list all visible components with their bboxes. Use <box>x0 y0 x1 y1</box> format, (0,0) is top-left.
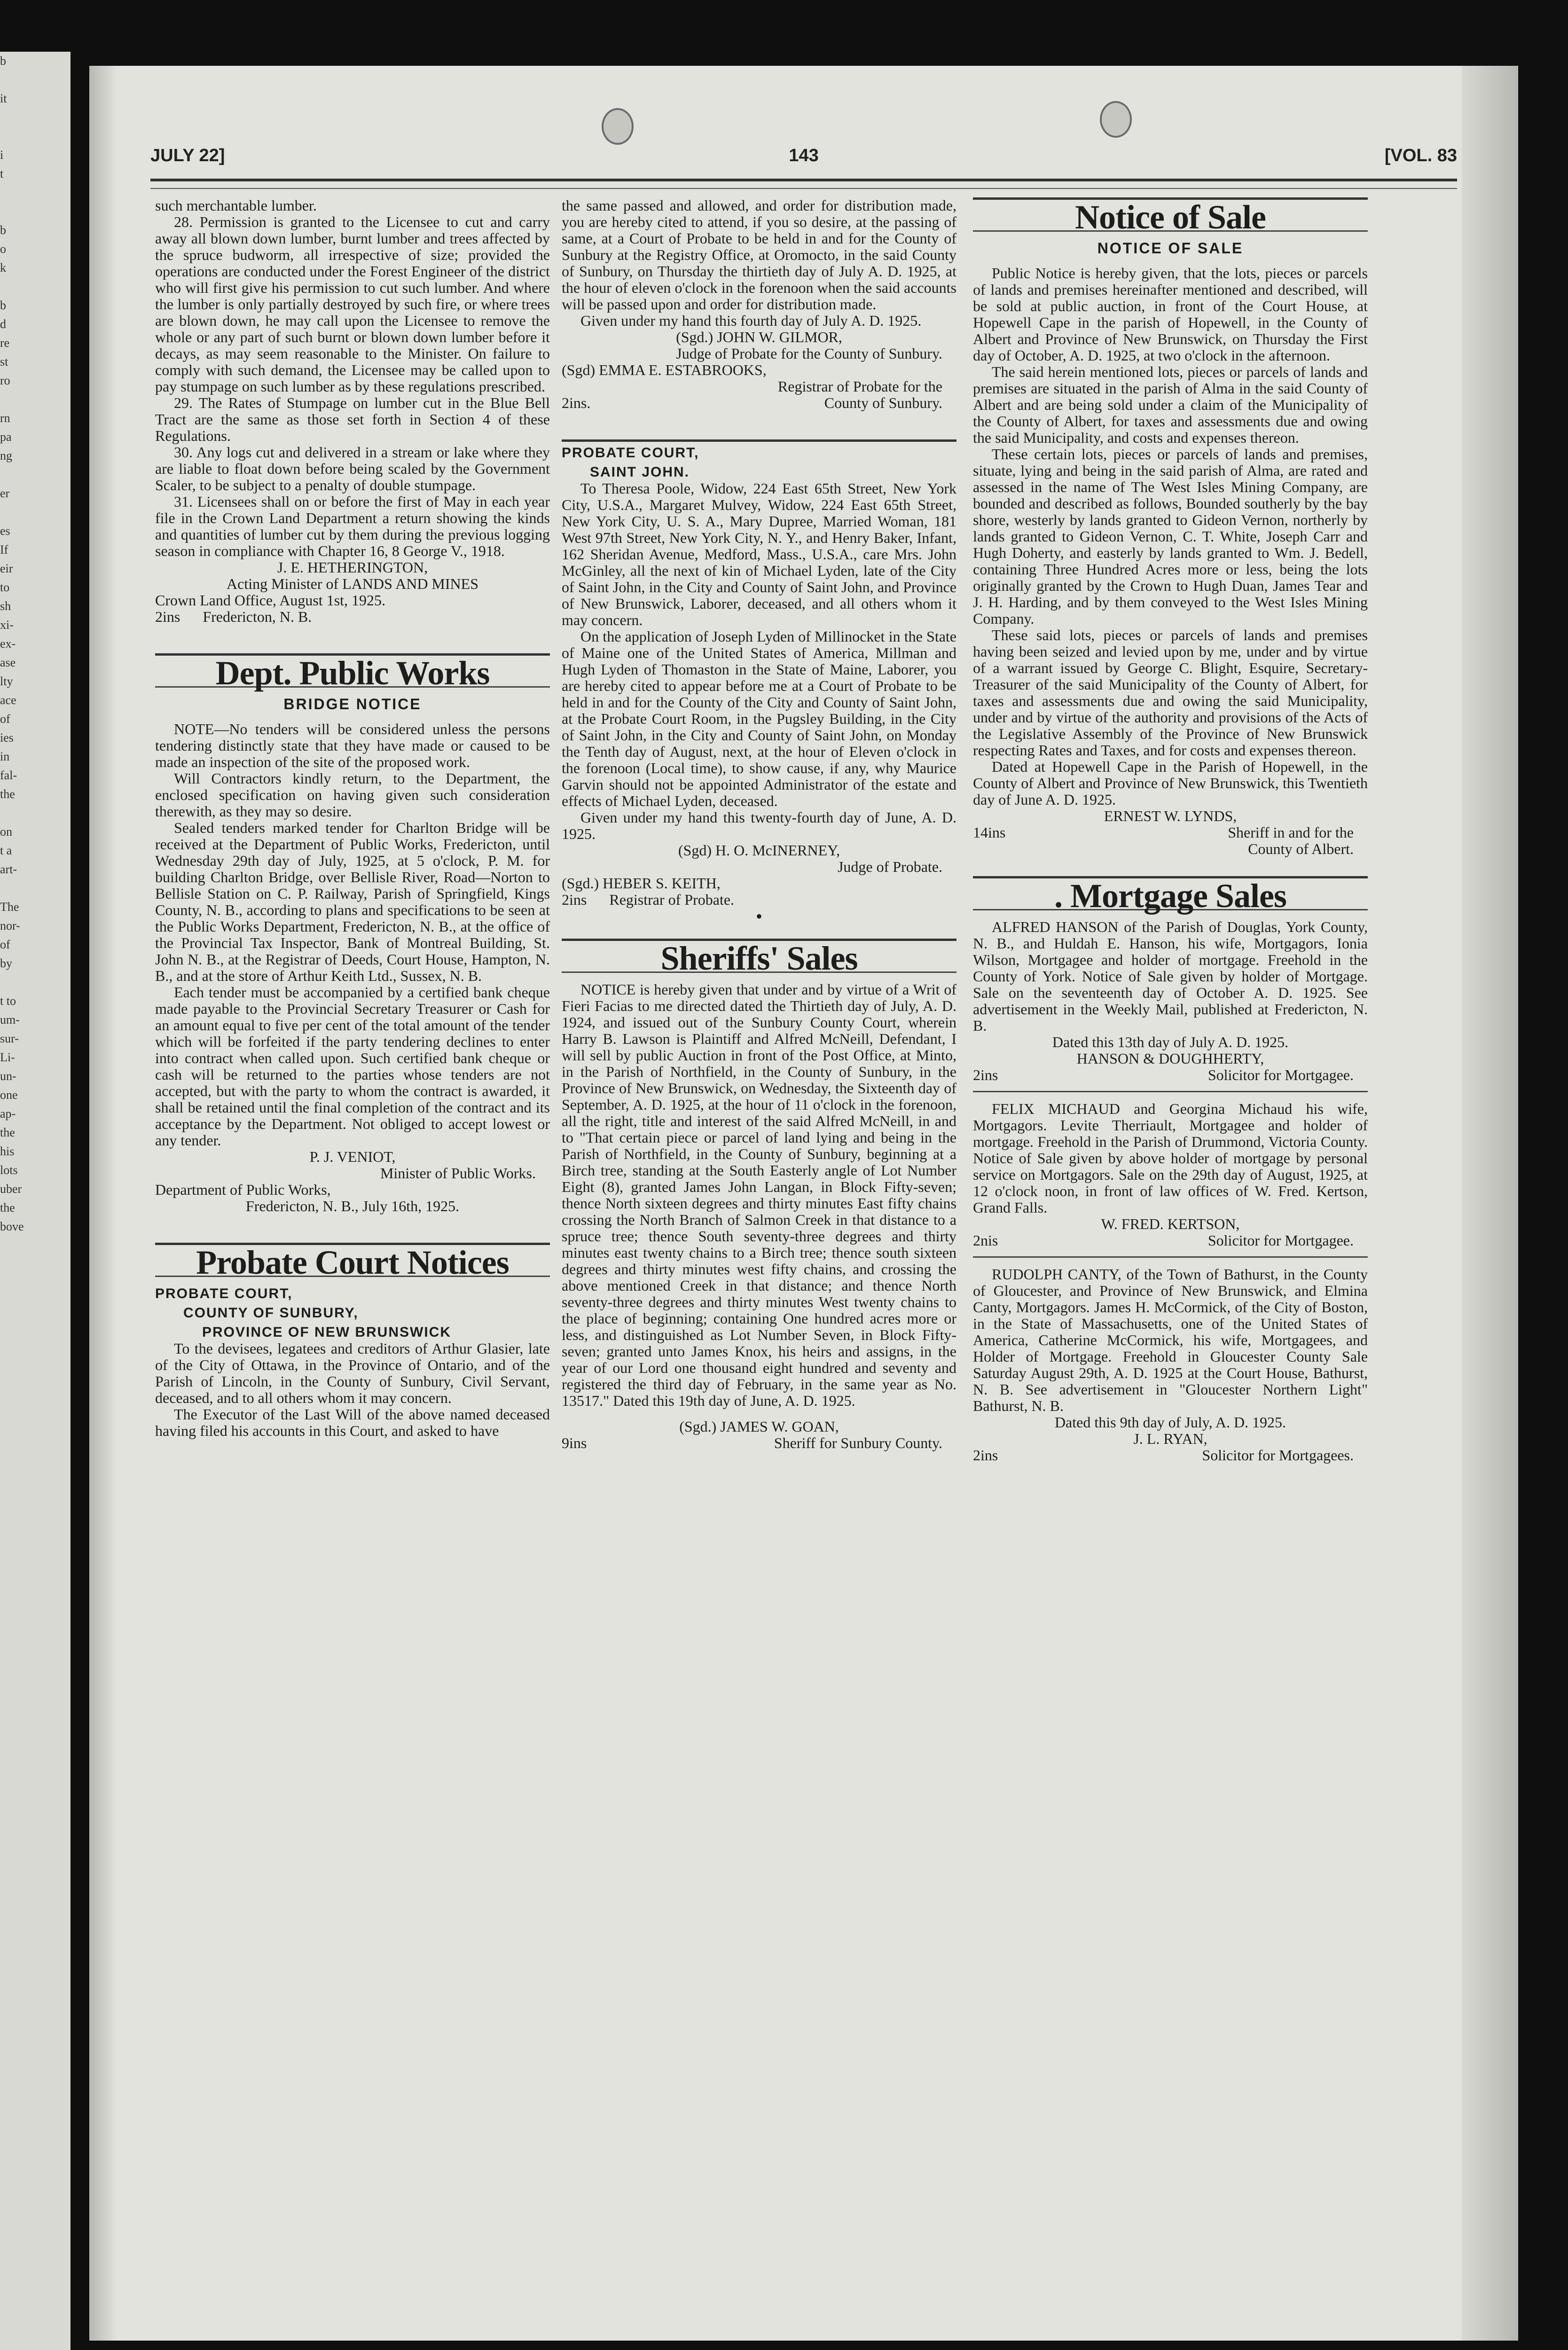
insertion-count: 9ins <box>562 1434 587 1451</box>
sale-para: These said lots, pieces or parcels of lands and premises having been seized and levied upon by me, under and by virtue of a warrant issued by George C. Blight, Esquire, Secretary-Treasurer of the said Municipality of the County of Albert, for taxes and assessments due and owing the said Municipality, under and by virtue of the authority and provisions of the Acts of the Legislative Assembly of the Province of New Brunswick respecting Rates and Taxes, and for costs and expenses thereon. <box>973 627 1368 759</box>
mortgage-signature: W. FRED. KERTSON, <box>1101 1215 1240 1232</box>
mortgage-notice: ALFRED HANSON of the Parish of Douglas, York County, N. B., and Huldah E. Hanson, his wife, Mortgagors, Ionia Wilson, Mortgagee and holder of mortgage. Freehold in the County of York. Notice of Sale given by holder of Mortgage. Sale on the seventeenth day of October A. D. 1925. See advertisement in the Weekly Mail, published at Fredericton, N. B. <box>973 918 1368 1034</box>
insertion-count: 2nis <box>973 1232 998 1249</box>
sunbury-address: To the devisees, legatees and creditors of Arthur Glasier, late of the City of Ottawa, in the Province of Ontario, and of the Parish of Lincoln, in the County of Sunbury, Civil Servant, deceased, and to all others whom it may concern. <box>155 1340 550 1406</box>
mortgage-date: Dated this 13th day of July A. D. 1925. <box>1052 1034 1289 1050</box>
mortgage-footer <box>973 1067 1368 1083</box>
column-2 <box>562 197 956 1451</box>
adjacent-page-text: b it i t b o k b d re st ro rn pa ng er es If eir to sh xi- ex- ase lty ace of ies in fal- the on t a art- The nor- of by t to um- sur- Li- un- one ap- the his lots uber the bove <box>0 54 24 1233</box>
page-number: 143 <box>789 146 819 165</box>
mortgage-footer <box>973 1447 1368 1464</box>
mortgage-notice: RUDOLPH CANTY, of the Town of Bathurst, in the County of Gloucester, and Province of New Brunswick, and Elmina Canty, Mortgagors. James H. McCormick, of the City of Boston, in the State of Massachusetts, one of the United States of America, Catherine McCormick, his wife, Mortgagees, and Holder of Mortgage. Freehold in Gloucester County Sale Saturday August 29th, A. D. 1925 at the Court House, Bathurst, N. B. See advertisement in "Gloucester Northern Light" Bathurst, N. B. <box>973 1266 1368 1414</box>
sale-para: These certain lots, pieces or parcels of lands and premises, situate, lying and being in the said parish of Alma, are rated and assessed in the name of The West Isles Mining Company, are bounded and described as follows, Bounded southerly by the bay shore, westerly by lands granted to Gideon Vernon, northerly by lands granted to Gideon Vernon, C. T. White, Joseph Carr and Hugh Doherty, and easterly by lands granted to Wm. J. Bedell, containing Three Hundred Acres more or less, being the lots originally granted by the Crown to Hugh Duan, James Tear and J. H. Harding, and by them conveyed to the West Isles Mining Company. <box>973 446 1368 627</box>
section-rule <box>562 439 956 442</box>
sale-para: The said herein mentioned lots, pieces or parcels of lands and premises are situated in the parish of Alma in the said County of Albert and are being sold under a claim of the Municipality of the County of Albert, for taxes and assessments due and owing the said Municipality, and costs and expenses thereon. <box>973 363 1368 446</box>
forest-place: Fredericton, N. B. <box>203 608 312 625</box>
notice-of-sale-heading: NOTICE OF SALE <box>1097 240 1244 257</box>
sunbury-judge-title: Judge of Probate for the County of Sunbury. <box>676 345 942 362</box>
saint-john-judge: (Sgd) H. O. McINERNEY, <box>678 842 840 859</box>
insertion-count: 2ins <box>155 608 180 625</box>
forest-signature-title: Acting Minister of LANDS AND MINES <box>227 575 478 592</box>
binder-hole-icon <box>1100 101 1132 138</box>
column-1 <box>155 197 550 1439</box>
mortgage-signature-title: Solicitor for Mortgagees. <box>1202 1447 1354 1464</box>
forest-office: Crown Land Office, August 1st, 1925. <box>155 592 386 609</box>
mortgage-signature: J. L. RYAN, <box>1133 1430 1207 1447</box>
sale-signature-title: Sheriff in and for the <box>1228 824 1354 841</box>
forest-para: such merchantable lumber. <box>155 197 317 214</box>
saint-john-body: On the application of Joseph Lyden of Millinocket in the State of Maine one of the United States of America, Millman and Hugh Lyden of Thomaston in the State of Maine, Laborer, you are hereby cited to appear before me at a Court of Probate to be held in and for the County of the City and County of Saint John, at the Probate Court Room, in the Pugsley Building, in the City of Saint John, in the City and County of Saint John, on Monday the Tenth day of August, next, at the hour of Eleven o'clock in the forenoon (Local time), to show cause, if any, why Maurice Garvin should not be appointed Administrator of the estate and effects of Michael Lyden, deceased. <box>562 628 956 809</box>
sunbury-registrar: (Sgd) EMMA E. ESTABROOKS, <box>562 361 767 378</box>
sunbury-body: The Executor of the Last Will of the above named deceased having filed his accounts in this Court, and asked to have <box>155 1406 550 1439</box>
sunbury-given: Given under my hand this fourth day of July A. D. 1925. <box>580 312 922 329</box>
bridge-signature: P. J. VENIOT, <box>309 1148 396 1165</box>
saint-john-address: To Theresa Poole, Widow, 224 East 65th Street, New York City, U.S.A., Margaret Mulvey, Widow, 224 East 65th Street, New York City, U. S. A., Mary Dupree, Married Woman, 181 West 97th Street, New York City, N. Y., and Henry Baker, Infant, 162 Sheridan Avenue, Medford, Mass., U.S.A., care Mrs. John McGinley, all the next of kin of Michael Lyden, late of the City of Saint John, in the City and County of Saint John, and Province of New Brunswick, Laborer, deceased, and all others whom it may concern. <box>562 480 956 628</box>
saint-john-caption: PROBATE COURT, <box>562 445 699 461</box>
sheriff-body: NOTICE is hereby given that under and by virtue of a Writ of Fieri Facias to me directed dated the Thirtieth day of July, A. D. 1924, and issued out of the Sunbury County Court, wherein Harry B. Lawson is Plaintiff and Alfred McNeill, Defendant, I will sell by public Auction in front of the Post Office, at Minto, in the Parish of Northfield, in the County of Sunbury, in the Province of New Brunswick, on Wednesday, the Sixteenth day of September, A. D. 1925, at the hour of 11 o'clock in the forenoon, all the right, title and interest of the said Alfred McNeill, in and to "That certain piece or parcel of land lying and being in the Parish of Northfield, in the County of Sunbury, beginning at a Birch tree, standing at the South Easterly angle of Lot Number Eight (8), granted James John Langan, in Block Fifty-seven; thence North sixteen degrees and thirty minutes East fifty chains crossing the North Branch of Salmon Creek in that distance to a spruce tree; thence South seventy-three degrees and thirty minutes east twenty chains to a Birch tree; thence south sixteen degrees and thirty minutes west fifty chains, and crossing the above mentioned Creek in that distance; and thence North seventy-three degrees and thirty minutes West twenty chains to the place of beginning; containing One hundred acres more or less, and distinguished as Lot Number Seven, in Block Fifty-seven; granted unto James Knox, his heirs and assigns, in the year of our Lord one thousand eight hundred and seventy and registered the third day of February, in the same year as No. 13517." Dated this 19th day of June, A. D. 1925. <box>562 981 956 1409</box>
mortgage-signature-title: Solicitor for Mortgagee. <box>1207 1066 1354 1083</box>
saint-john-registrar-title: Registrar of Probate. <box>609 891 735 908</box>
section-title-public-works: Dept. Public Works <box>215 654 490 692</box>
insertion-count: 2ins <box>562 891 587 908</box>
page-header <box>150 141 1457 179</box>
bridge-signature-title: Minister of Public Works. <box>380 1165 536 1182</box>
saint-john-given: Given under my hand this twenty-fourth day of June, A. D. 1925. <box>562 809 956 842</box>
sheriff-signature: (Sgd.) JAMES W. GOAN, <box>679 1418 839 1435</box>
mortgage-footer <box>973 1232 1368 1249</box>
header-date: JULY 22] <box>150 146 225 165</box>
saint-john-registrar: (Sgd.) HEBER S. KEITH, <box>562 875 721 892</box>
saint-john-judge-title: Judge of Probate. <box>837 858 942 875</box>
sheriff-signature-title: Sheriff for Sunbury County. <box>774 1434 942 1451</box>
section-title-mortgage <box>973 877 1368 915</box>
sunbury-footer <box>562 395 956 411</box>
mortgage-notice: FELIX MICHAUD and Georgina Michaud his wife, Mortgagors. Levite Therriault, Mortgagee and holder of mortgage. Freehold in the Parish of Drummond, Victoria County. Notice of Sale given by above holder of mortgage by personal service on Mortgagors. Sale on the 29th day of August, 1925, at 12 o'clock noon, in front of law offices of W. Fred. Kertson, Grand Falls. <box>973 1100 1368 1216</box>
header-volume: [VOL. 83 <box>1384 146 1457 165</box>
ornament-dot: . <box>1054 877 1063 915</box>
sunbury-registrar-title: Registrar of Probate for the <box>777 378 942 395</box>
bridge-para: Sealed tenders marked tender for Charlton Bridge will be received at the Department of Public Works, Fredericton, until Wednesday 29th day of July, 1925, at 5 o'clock, P. M. for building Charlton Bridge, over Bellisle River, Road—Norton to Bellisle Station on C. P. Railway, Parish of Springfield, Kings County, N. B., according to plans and specifications to be seen at the Public Works Department, Fredericton, N. B., at the office of the Provincial Tax Inspector, Bank of Montreal Building, St. John N. B., at the Registrar of Deeds, Court House, Hampton, N. B., and at the store of Arthur Keith Ltd., Sussex, N. B. <box>155 819 550 984</box>
mortgage-signature-title: Solicitor for Mortgagee. <box>1207 1232 1354 1249</box>
header-rule <box>150 179 1457 189</box>
section-title-sheriffs: Sheriffs' Sales <box>660 940 858 977</box>
sale-footer <box>973 824 1368 841</box>
sunbury-registrar-county: County of Sunbury. <box>824 394 942 411</box>
section-rule <box>973 1091 1368 1092</box>
sale-signature-county: County of Albert. <box>1248 840 1354 857</box>
binder-hole-icon <box>602 108 634 145</box>
bridge-date: Fredericton, N. B., July 16th, 1925. <box>245 1198 460 1214</box>
forest-para: 31. Licensees shall on or before the first of May in each year file in the Crown Land Department a return showing the kinds and quantities of lumber cut by them during the previous logging season in compliance with Chapter 16, 8 George V., 1918. <box>155 493 550 559</box>
bridge-para: NOTE—No tenders will be considered unless the persons tendering distinctly state that they have made or caused to be made an inspection of the site of the proposed work. <box>155 721 550 770</box>
insertion-count: 2ins. <box>562 394 591 411</box>
insertion-count: 2ins <box>973 1066 998 1083</box>
section-title-notice-of-sale: Notice of Sale <box>1075 198 1266 236</box>
sunbury-caption: PROBATE COURT, <box>155 1286 293 1301</box>
column-3 <box>973 197 1368 1464</box>
forest-footer <box>155 609 550 625</box>
section-rule <box>973 1256 1368 1258</box>
page-edge-shadow <box>1462 66 1518 2341</box>
sunbury-caption: PROVINCE OF NEW BRUNSWICK <box>202 1324 451 1340</box>
saint-john-caption: SAINT JOHN. <box>590 464 690 480</box>
adjacent-page <box>0 52 71 2350</box>
sunbury-judge: (Sgd.) JOHN W. GILMOR, <box>676 329 842 345</box>
bridge-notice-heading: BRIDGE NOTICE <box>283 696 422 713</box>
sale-signature: ERNEST W. LYNDS, <box>1104 807 1237 824</box>
ornament-dot: • <box>755 906 762 927</box>
bridge-para: Will Contractors kindly return, to the Department, the enclosed specification on having given such consideration therewith, as they may so desire. <box>155 770 550 820</box>
forest-para: 30. Any logs cut and delivered in a stream or lake where they are liable to float down before being scaled by the Government Scaler, to be subject to a penalty of double stumpage. <box>155 444 550 494</box>
bridge-department: Department of Public Works, <box>155 1181 331 1198</box>
bridge-para: Each tender must be accompanied by a certified bank cheque made payable to the Provincial Secretary Treasurer or Cash for an amount equal to five per cent of the total amount of the tender which will be forfeited if the party tendering declines to enter into contract when called upon. Such certified bank cheque or cash will be returned to the parties whose tenders are not accepted, but with the party to whom the contract is awarded, it shall be retained until the final completion of the contract and its acceptance by the Department. Not obliged to accept lowest or any tender. <box>155 984 550 1149</box>
insertion-count: 14ins <box>973 824 1006 841</box>
section-title-probate: Probate Court Notices <box>196 1244 509 1281</box>
mortgage-title-text: Mortgage Sales <box>1070 877 1286 915</box>
sunbury-caption: COUNTY OF SUNBURY, <box>183 1305 359 1321</box>
sale-para: Dated at Hopewell Cape in the Parish of Hopewell, in the County of Albert and Province of New Brunswick, this Twentieth day of June A. D. 1925. <box>973 758 1368 808</box>
forest-signature: J. E. HETHERINGTON, <box>277 559 428 576</box>
insertion-count: 2ins <box>973 1447 998 1464</box>
sunbury-body-cont: the same passed and allowed, and order for distribution made, you are hereby cited to attend, if you so desire, at the passing of same, at a Court of Probate to be held in and for the County of Sunbury at the Registry Office, at Oromocto, in the said County of Sunbury, on Thursday the thirtieth day of July A. D. 1925, at the hour of eleven o'clock in the forenoon when the said accounts will be passed upon and order for distribution made. <box>562 197 956 313</box>
page-gutter-shadow <box>89 66 118 2341</box>
mortgage-date: Dated this 9th day of July, A. D. 1925. <box>1054 1414 1286 1431</box>
sheriff-footer <box>562 1435 956 1451</box>
forest-para: 29. The Rates of Stumpage on lumber cut in the Blue Bell Tract are the same as those set forth in Section 4 of these Regulations. <box>155 394 550 444</box>
sale-para: Public Notice is hereby given, that the lots, pieces or parcels of lands and premises hereinafter mentioned and described, will be sold at public auction, in front of the Court House, at Hopewell Cape in the parish of Hopewell, in the County of Albert and Province of New Brunswick, on Thursday the First day of October, A. D. 1925, at two o'clock in the afternoon. <box>973 265 1368 364</box>
forest-para: 28. Permission is granted to the Licensee to cut and carry away all blown down lumber, burnt lumber and trees affected by the spruce budworm, all irrespective of size; provided the operations are conducted under the Forest Engineer of the district who will first give his permission to cut such lumber. And where the lumber is only partially destroyed by such fire, or where trees are blown down, he may call upon the Licensee to remove the whole or any part of such burnt or blown down lumber before it decays, as may seem reasonable to the Minister. On failure to comply with such demand, the Licensee may be called upon to pay stumpage on such lumber as by these regulations prescribed. <box>155 213 550 395</box>
mortgage-signature: HANSON & DOUGHHERTY, <box>1076 1050 1264 1067</box>
